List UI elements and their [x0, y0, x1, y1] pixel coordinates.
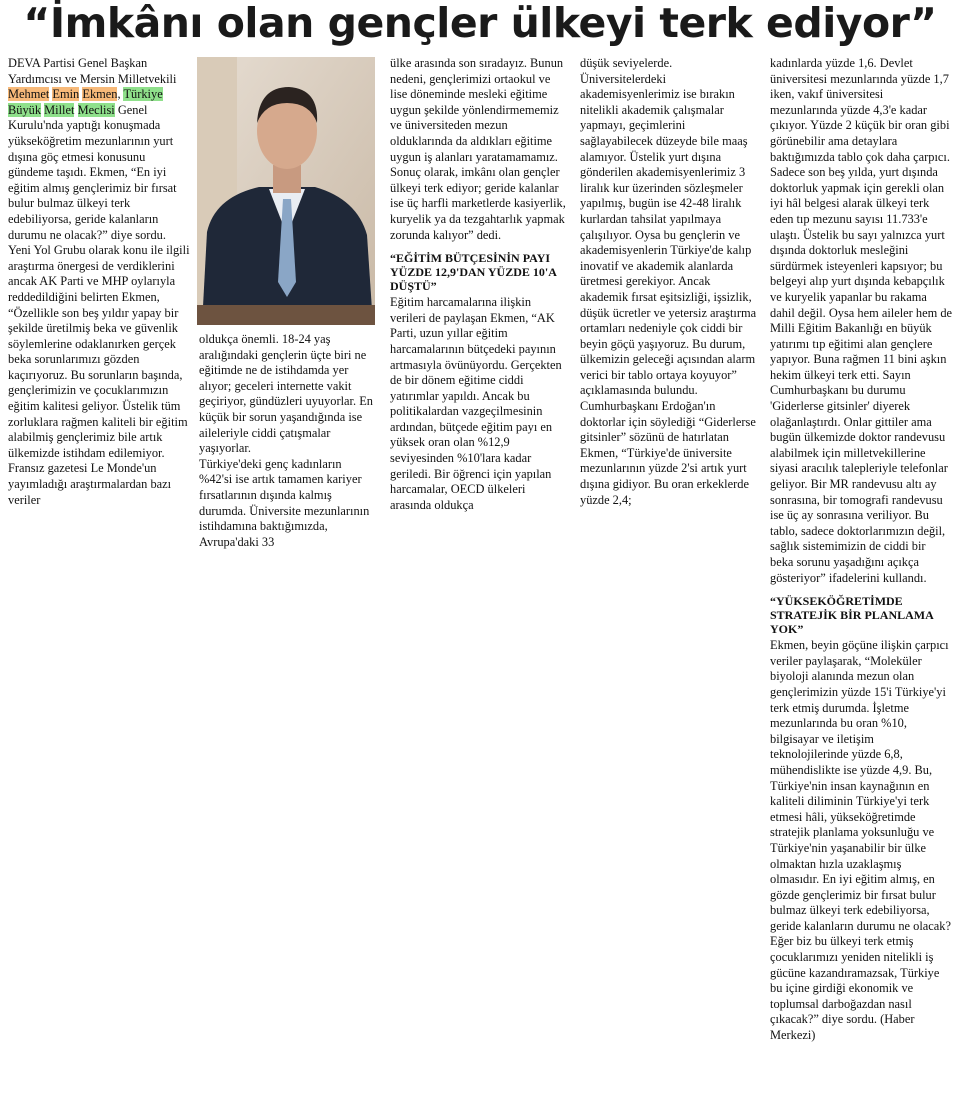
- article-column-2: [199, 332, 377, 550]
- article-column-5: [770, 56, 952, 1044]
- text-run: DEVA Partisi Genel Başkan Yardımcısı ve Mersin Milletvekili: [8, 56, 177, 86]
- article-column-3: [390, 56, 568, 513]
- highlight-name: Ekmen: [82, 87, 118, 102]
- paragraph: Eğitim harcamalarına ilişkin verileri de paylaşan Ekmen, “AK Parti, uzun yıllar eğitim harcamalarının bütçedeki payının artmasıyla övünüyordu. Gerçekten de bir dönem eğitime ciddi yatırımlar yapıldı. Ancak bu politikalardan vazgeçilmesinin ardından, bütçede eğitim payı en yüksek oran olan %12,9 seviyesinden %10'lara kadar geriledi. Bir öğrenci için yapılan harcamalar, OECD ülkeleri arasında oldukça: [390, 295, 562, 512]
- paragraph: DEVA Partisi Genel Başkan Yardımcısı ve Mersin Milletvekili Mehmet Emin Ekmen, Türkiye Büyük Millet Meclisi Genel Kurulu'nda yaptığı konuşmada yükseköğretim mezunlarının yurt dışına göç etmesi konusunu gündeme taşıdı. Ekmen, “En iyi eğitim almış gençlerimiz bir fırsat bulur bulmaz ülkeyi terk edebiliyorsa, geride kalanların durumu ne olacak?” diye sordu.: [8, 56, 177, 242]
- paragraph: Yeni Yol Grubu olarak konu ile ilgili araştırma önergesi de verdiklerini ancak AK Parti ve MHP oylarıyla reddedildiğini belirten Ekmen, “Özellikle son beş yıldır yapay bir şekilde üretilmiş beka ve güvenlik söylemlerine odaklanırken gerçek beka sorunlarımızı gözden kaçırıyoruz. Bu sorunların başında, gençlerimizin ve çocuklarımızın eğitim kalitesi geliyor. Üstelik tüm zorluklara rağmen kaliteli bir eğitim alabilmiş gençlerimiz bile artık ülkemizde istihdam edilemiyor. Fransız gazetesi Le Monde'un yayımladığı araştırmalardan bazı veriler: [8, 243, 190, 507]
- highlight-parliament: Meclisi: [77, 102, 115, 117]
- paragraph: Türkiye'deki genç kadınların %42'si ise artık tamamen kariyer fırsatlarının dışında kalmış durumda. Üniversite mezunlarının istihdamına baktığımızda, Avrupa'daki 33: [199, 456, 370, 549]
- highlight-parliament: Millet: [44, 102, 75, 117]
- highlight-parliament: Büyük: [8, 102, 42, 117]
- headline: “İmkânı olan gençler ülkeyi terk ediyor”: [23, 0, 937, 47]
- highlight-parliament: Türkiye: [123, 87, 163, 102]
- paragraph: ülke arasında son sıradayız. Bunun nedeni, gençlerimizi ortaokul ve lise döneminde mesleki eğitime uygun şekilde yönlendirmememiz ve üniversiteden mezun olduklarında da aldıkları eğitime uygun iş alanları yaratamamamız. Sonuç olarak, imkânı olan gençler ülkeyi terk ediyor; geride kalanlar ise üç harfli marketlerde kasiyerlik, kuryelik ya da tezgahtarlık yapmak zorunda kalıyor” dedi.: [390, 56, 566, 242]
- paragraph: Cumhurbaşkanı Erdoğan'ın doktorlar için söylediği “Giderlerse gitsinler” sözünü de hatırlatan Ekmen, “Türkiye'de üniversite mezunlarının yüzde 2'si artık yurt dışına gidiyor. Bu oran erkeklerde yüzde 2,4;: [580, 399, 756, 507]
- paragraph: oldukça önemli. 18-24 yaş aralığındaki gençlerin üçte biri ne eğitimde ne de istihdamda yer alıyor; geceleri internette vakit geçiriyor, gündüzleri uyuyorlar. En küçük bir sorun yaşandığında ise aileleriyle ciddi çatışmalar yaşıyorlar.: [199, 332, 373, 456]
- highlight-name: Mehmet: [8, 87, 50, 102]
- article-column-4: [580, 56, 758, 508]
- paragraph: düşük seviyelerde. Üniversitelerdeki akademisyenlerimiz ise bırakın nitelikli akademik çalışmalar yapmayı, geçimlerini sağlayabilecek düzeyde bile maaş alamıyor. Üstelik yurt dışına gönderilen akademisyenlerimiz 3 liralık kur üzerinden sözleşmeler yapılmış, bugün ise 42-48 liralık kurlardan tahsilat yapılmaya çalışılıyor. Oysa bu gençlerin ve akademisyenlerin Türkiye'de kalıp inovatif ve akademik alanlarda üretmesi gerekiyor. Ancak akademik fırsat eşitsizliği, işsizlik, düşük ücretler ve yetersiz araştırma ortamları nedeniyle çok ciddi bir beyin göçü yaşıyoruz. Bu durum, ülkemizin geleceği açısından alarm verici bir tablo ortaya koyuyor” açıklamasında bulundu.: [580, 56, 757, 398]
- article-column-1: [8, 56, 192, 508]
- subheading: “EĞİTİM BÜTÇESİNİN PAYI YÜZDE 12,9'DAN YÜZDE 10'A DÜŞTÜ”: [390, 251, 557, 294]
- text-run: Genel Kurulu'nda yaptığı konuşmada yükseköğretim mezunlarının yurt dışına göç etmesi konusunu gündeme taşıdı. Ekmen, “En iyi eğitim almış gençlerimiz bir fırsat bulur bulmaz ülkeyi terk edebiliyorsa, geride kalanların durumu ne olacak?” diye sordu.: [8, 102, 177, 242]
- person-photo-icon: [197, 57, 375, 325]
- paragraph: Ekmen, beyin göçüne ilişkin çarpıcı veriler paylaşarak, “Moleküler biyoloji alanında mezun olan gençlerimizin yüzde 15'i Türkiye'yi terk etmiş durumda. İşletme mezunlarında bu oran %10, bilgisayar ve iletişim teknolojilerinde yüzde 6,8, mühendislikte ise yüzde 4,9. Bu, Türkiye'nin insan kaynağının en kaliteli diliminin Türkiye'yi terk etmesi hâli, yükseköğretimde stratejik planlama yoksunluğu ve Türkiye'nin yaşanabilir bir ülke olmaktan hızla uzaklaşmış olmasıdır. En iyi eğitim almış, en gözde gençlerimiz bir fırsat bulur bulmaz ülkeyi terk edebiliyorsa, geride kalanların durumu ne olacak? Eğer biz bu ülkeyi terk etmiş çocuklarımızı yeniden nitelikli iş gücüne kazandıramazsak, Türkiye bu içine girdiği ekonomik ve toplumsal darboğazdan nasıl çıkacak?” diye sordu. (Haber Merkezi): [770, 638, 951, 1043]
- paragraph: kadınlarda yüzde 1,6. Devlet üniversitesi mezunlarında yüzde 1,7 iken, vakıf üniversitesi mezunlarında yüzde 4,3'e kadar çıkıyor. Yüzde 2 küçük bir oran gibi görünebilir ama detaylara baktığımızda tablo çok daha çarpıcı. Sadece son beş yılda, yurt dışında doktorluk yapmak için gerekli olan iyi hâl belgesi alarak ülkeyi terk eden tıp mezunu sayısı 11.733'e ulaştı. Üstelik bu sayı yalnızca yurt dışında doktorluk mesleğini sürdürmek isteyenleri kapsıyor; bu belgeyi alıp yurt dışında kebapçılık ve kuryelik yapanlar bu rakama dahil değil. Oysa hem aileler hem de Milli Eğitim Bakanlığı en büyük yatırımı tıp eğitimi alan gençlere yapıyor. Buna rağmen 11 bini aşkın hekim ülkeyi terk etti. Sayın Cumhurbaşkanı bu durumu 'Giderlerse gitsinler' diyerek olağanlaştırdı. Onlar gittiler ama bugün ülkemizde doktor randevusu alabilmek için milletvekillerine siyasi aracılık talepleriyle telefonlar geliyor. Bir MR randevusu altı ay sonrasına, bir tomografi randevusu ise üç ay sonrasına veriliyor. Bu tablo, sadece doktorlarımızın değil, sağlık sistemimizin de ciddi bir beka sorunu yaşadığını açıkça gösteriyor” ifadelerini kullandı.: [770, 56, 953, 585]
- highlight-name: Emin: [52, 87, 80, 102]
- subheading: “YÜKSEKÖĞRETİMDE STRATEJİK BİR PLANLAMA YOK”: [770, 594, 934, 637]
- politician-photo: [197, 57, 375, 325]
